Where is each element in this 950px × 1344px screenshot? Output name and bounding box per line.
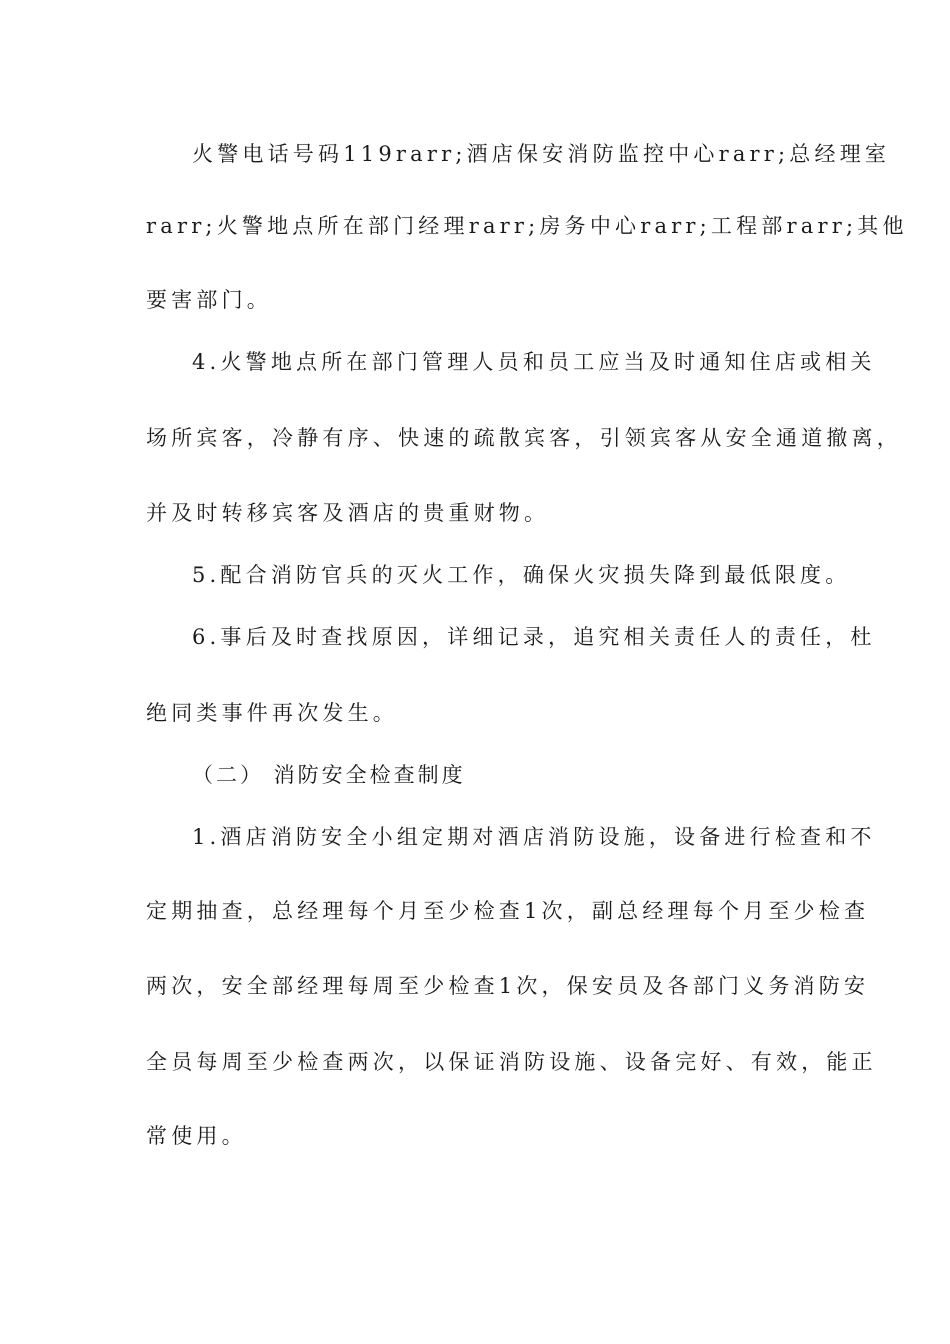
section-heading: （二） 消防安全检查制度 [192,763,466,787]
paragraph-line: 并及时转移宾客及酒店的贵重财物。 [146,501,550,525]
paragraph-line: 两次，安全部经理每周至少检查1次，保安员及各部门义务消防安 [146,974,870,998]
paragraph-line: 全员每周至少检查两次，以保证消防设施、设备完好、有效，能正 [146,1050,877,1074]
paragraph-line: 场所宾客，冷静有序、快速的疏散宾客，引领宾客从安全通道撤离， [146,426,902,450]
paragraph-line: 5.配合消防官兵的灭火工作，确保火灾损失降到最低限度。 [192,563,851,587]
paragraph-line: 6.事后及时查找原因，详细记录，追究相关责任人的责任，杜 [192,625,876,649]
paragraph-line: rarr;火警地点所在部门经理rarr;房务中心rarr;工程部rarr;其他 [146,214,908,238]
paragraph-line: 绝同类事件再次发生。 [146,701,398,725]
paragraph-line: 要害部门。 [146,288,272,312]
paragraph-line: 火警电话号码119rarr;酒店保安消防监控中心rarr;总经理室 [192,142,891,166]
paragraph-line: 4.火警地点所在部门管理人员和员工应当及时通知住店或相关 [192,350,876,374]
paragraph-line: 1.酒店消防安全小组定期对酒店消防设施，设备进行检查和不 [192,825,876,849]
paragraph-line: 定期抽查，总经理每个月至少检查1次，副总经理每个月至少检查 [146,899,870,923]
paragraph-line: 常使用。 [146,1124,247,1148]
